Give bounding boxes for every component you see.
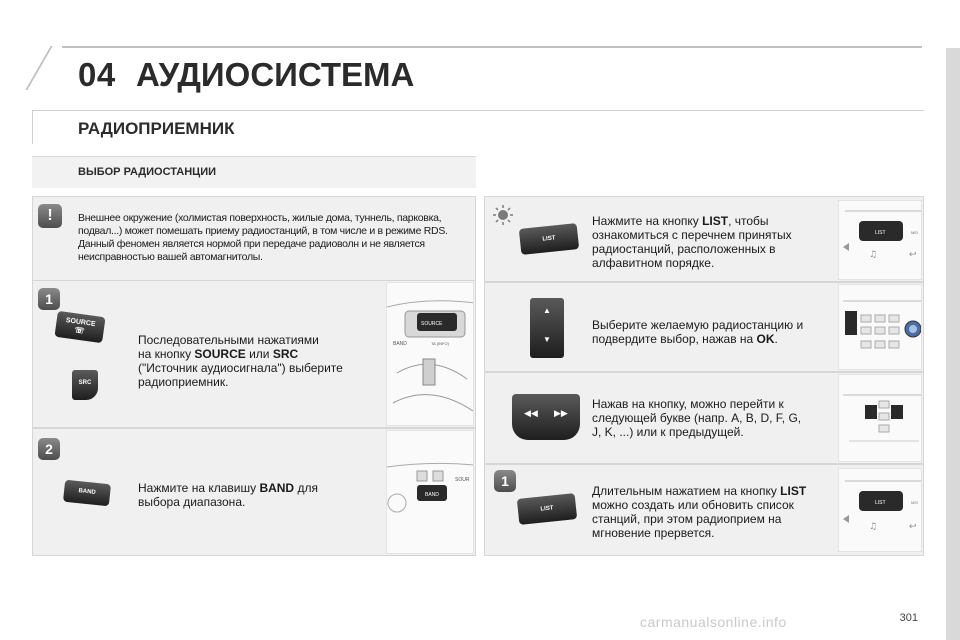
text-line: Нажмите на кнопку LIST, чтобы	[592, 214, 769, 228]
radio-panel-thumbnail	[386, 430, 474, 554]
text-line: Последовательными нажатиями	[138, 333, 319, 347]
text-line: на кнопку SOURCE или SRC	[138, 347, 299, 361]
left-step2-text	[138, 481, 378, 509]
page-title: АУДИОСИСТЕМА	[136, 56, 415, 93]
step-number-badge: 1	[494, 470, 516, 492]
side-tab	[946, 48, 960, 640]
list-panel-drawing	[839, 201, 922, 280]
radio-panel-drawing	[387, 431, 474, 554]
up-arrow-icon: ▲	[543, 306, 551, 315]
section-title: РАДИОПРИЕМНИК	[78, 119, 235, 138]
step-number-badge: 1	[38, 288, 60, 310]
list-thumbnail	[838, 468, 922, 552]
left-step1-text	[138, 333, 376, 389]
text-line: можно создать или обновить список	[592, 498, 794, 512]
music-note-icon: ♫	[869, 522, 878, 532]
steering-wheel-drawing	[387, 283, 474, 426]
return-icon: ↩	[909, 522, 917, 532]
seek-thumbnail	[838, 374, 922, 462]
music-note-icon: ♫	[869, 250, 878, 260]
steering-wheel-thumbnail	[386, 282, 474, 426]
warning-text: Внешнее окружение (холмистая поверхность, жилые дома, туннель, парковка, подвал...) может помешать приему радиостанций, в том числе и в режиме RDS. Данный феномен является нормой при передаче радиоволн и не является неисправностью вашей автомагнитолы.	[78, 212, 448, 263]
text-line: ознакомиться с перечнем принятых	[592, 228, 792, 242]
thumb-menu-label: MEI	[911, 500, 919, 505]
src-button-label: SRC	[78, 380, 92, 386]
page-number: 301	[899, 612, 918, 624]
seek-panel-drawing	[839, 375, 922, 462]
text-line: выбора диапазона.	[138, 495, 246, 509]
tip-icon-badge	[492, 204, 514, 226]
source-button-label: SOURCE	[65, 316, 96, 329]
text-line: Нажав на кнопку, можно перейти к	[592, 397, 784, 411]
thumb-band-label: BAND	[425, 492, 439, 498]
text-line: следующей букве (напр. А, B, D, F, G,	[592, 411, 802, 425]
thumb-menu-label: MEI	[911, 230, 919, 235]
watermark: carmanualsonline.info	[640, 614, 787, 630]
keypad-drawing	[839, 285, 922, 370]
sun-icon	[492, 204, 514, 226]
right-step1-text	[592, 214, 832, 270]
text-line: J, K, ...) или к предыдущей.	[592, 425, 744, 439]
text-line: Нажмите на клавишу BAND для	[138, 481, 318, 495]
text-line: ("Источник аудиосигнала") выберите	[138, 361, 343, 375]
warning-icon-badge	[38, 204, 62, 228]
thumb-list-label: LIST	[875, 500, 886, 506]
seek-buttons[interactable]	[512, 394, 580, 440]
rewind-icon[interactable]: ◀◀	[524, 408, 538, 418]
right-step3-text	[592, 397, 832, 439]
list-thumbnail	[838, 200, 922, 280]
text-line: Длительным нажатием на кнопку LIST	[592, 484, 807, 498]
band-button[interactable]	[63, 480, 111, 507]
phone-icon: ☏	[73, 325, 86, 336]
thumb-ta-label: TA (INFO)	[431, 341, 449, 346]
thumb-list-label: LIST	[875, 230, 886, 236]
step-number-badge: 2	[38, 438, 60, 460]
fast-forward-icon[interactable]: ▶▶	[554, 408, 568, 418]
deco-slant	[25, 46, 52, 90]
thumb-source-label: SOURCE	[421, 321, 443, 327]
text-line: радиоприемник.	[138, 375, 229, 389]
text-line: станций, при этом радиоприем на	[592, 512, 782, 526]
chapter-number: 04	[78, 56, 116, 93]
exclamation-icon: !	[47, 207, 53, 224]
list-button-label: LIST	[540, 505, 554, 513]
text-line: алфавитном порядке.	[592, 256, 715, 270]
right-step2-text	[592, 318, 832, 346]
list-panel-drawing	[839, 469, 922, 552]
text-line: мгновение прервется.	[592, 526, 715, 540]
band-button-label: BAND	[78, 488, 97, 496]
text-line: радиостанций, расположенных в	[592, 242, 776, 256]
keypad-thumbnail	[838, 284, 922, 370]
right-step4-text	[592, 484, 832, 540]
updown-button[interactable]	[530, 298, 564, 358]
subsection-title: ВЫБОР РАДИОСТАНЦИИ	[78, 166, 217, 178]
return-icon: ↩	[909, 250, 917, 260]
text-line: Выберите желаемую радиостанцию и	[592, 318, 804, 332]
deco-line	[62, 46, 922, 48]
thumb-band-label: BAND	[393, 341, 407, 347]
thumb-source-label: SOUR	[455, 477, 470, 483]
text-line: подвердите выбор, нажав на OK.	[592, 332, 778, 346]
src-button[interactable]	[72, 370, 98, 400]
down-arrow-icon: ▼	[543, 335, 551, 344]
list-button-label: LIST	[542, 235, 556, 243]
